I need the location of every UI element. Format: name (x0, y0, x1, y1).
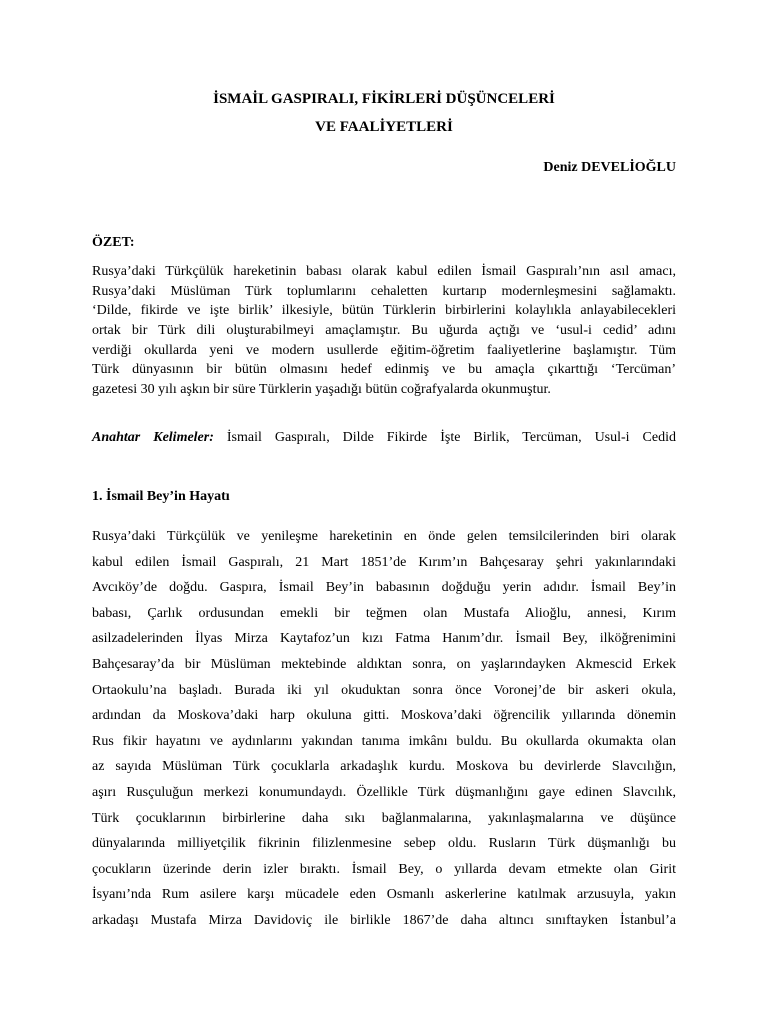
abstract-line: Rusya’daki Türkçülük hareketinin babası olarak kabul edilen İsmail Gaspıralı’nın asıl amacı, (92, 264, 676, 279)
abstract-line: Rusya’daki Müslüman Türk toplumlarını cehaletten kurtarıp modernleşmesini sağlamaktı. (92, 283, 676, 299)
abstract-line: verdiği okullarda yeni ve modern usullerde eğitim-öğretim faaliyetlerine başlamıştır. Tüm (92, 342, 676, 358)
body-line: Rus fikir hayatını ve aydınlarını yakından tanıma imkânı buldu. Bu okullarda okumakta olan (92, 733, 676, 749)
section-body (92, 524, 676, 934)
body-line: babası, Çarlık ordusundan emekli bir teğmen olan Mustafa Alioğlu, annesi, Kırım (92, 605, 676, 621)
abstract-line: ortak bir Türk dili oluşturabilmeyi amaçlamıştır. Bu uğurda açtığı ve ‘usul-i cedid’ adını (92, 323, 676, 339)
keywords-text: İsmail Gaspıralı, Dilde Fikirde İşte Birlik, Tercüman, Usul-i Cedid (226, 430, 676, 445)
keywords-label: Anahtar Kelimeler: (92, 430, 214, 445)
body-line: az sayıda Müslüman Türk çocuklarla arkadaşlık kurdu. Moskova bu devirlerde Slavcılığın, (92, 759, 676, 775)
abstract-line: gazetesi 30 yılı aşkın bir süre Türklerin yaşadığı bütün coğrafyalarda okunmuştur. (92, 382, 551, 398)
body-line: dünyalarında milliyetçilik fikrinin filizlenmesine sebep oldu. Rusların Türk düşmanlığı bu (92, 836, 676, 852)
body-line: ardından da Moskova’daki harp okuluna gitti. Moskova’daki öğrencilik yıllarında dönemin (92, 708, 676, 724)
keywords-line (92, 428, 676, 447)
body-line: Rusya’daki Türkçülük ve yenileşme hareketinin en önde gelen temsilcilerinden biri olarak (92, 529, 676, 544)
keywords (92, 428, 676, 447)
title-line-1: İSMAİL GASPIRALI, FİKİRLERİ DÜŞÜNCELERİ (213, 91, 555, 107)
body-line: aşırı Rusçuluğun merkezi konumundaydı. Özellikle Türk düşmanlığını gaye edinen Slavcılık, (92, 784, 676, 800)
abstract-text (92, 262, 676, 400)
body-line: asilzadelerinden İlyas Mirza Kaytafoz’un kızı Fatma Hanım’dır. İsmail Bey, ilköğrenimini (92, 631, 676, 647)
title-line-2: VE FAALİYETLERİ (315, 119, 453, 135)
abstract-line: ‘Dilde, fikirde ve işte birlik’ ilkesiyle, bütün Türklerin birbirlerini kolaylıkla anlayabilecekleri (92, 303, 676, 319)
body-line: arkadaşı Mustafa Mirza Davidoviç ile birlikle 1867’de daha altıncı sınıftayken İstanbul’a (92, 912, 676, 928)
abstract-heading: ÖZET: (92, 235, 135, 250)
body-line: Türk çocuklarının birbirlerine daha sıkı bağlanmalarına, yakınlaşmalarına ve düşünce (92, 810, 676, 826)
body-line: Avcıköy’de doğdu. Gaspıra, İsmail Bey’in babasının doğduğu yerin adıdır. İsmail Bey’in (92, 580, 676, 596)
author-name: Deniz DEVELİOĞLU (543, 160, 676, 175)
body-line: kabul edilen İsmail Gaspıralı, 21 Mart 1851’de Kırım’ın Bahçesaray şehri yakınlarındaki (92, 554, 676, 570)
abstract-line: Türk dünyasının bir bütün olmasını hedef edinmiş ve bu amaçla çıkarttığı ‘Tercüman’ (92, 362, 676, 378)
section-heading: 1. İsmail Bey’in Hayatı (92, 489, 230, 504)
body-line: Ortaokulu’na başladı. Burada iki yıl okuduktan sonra önce Voronej’de bir askeri okula, (92, 682, 676, 698)
body-line: çocukların üzerinde derin izler bıraktı. İsmail Bey, o yıllarda devam etmekte olan Girit (92, 861, 676, 877)
body-line: İsyanı’nda Rum asilere karşı mücadele eden Osmanlı askerlerine katılmak arzusuyla, yakın (92, 887, 676, 903)
body-line: Bahçesaray’da bir Müslüman mektebinde aldıktan sonra, on yaşlarındayken Akmescid Erkek (92, 656, 676, 672)
